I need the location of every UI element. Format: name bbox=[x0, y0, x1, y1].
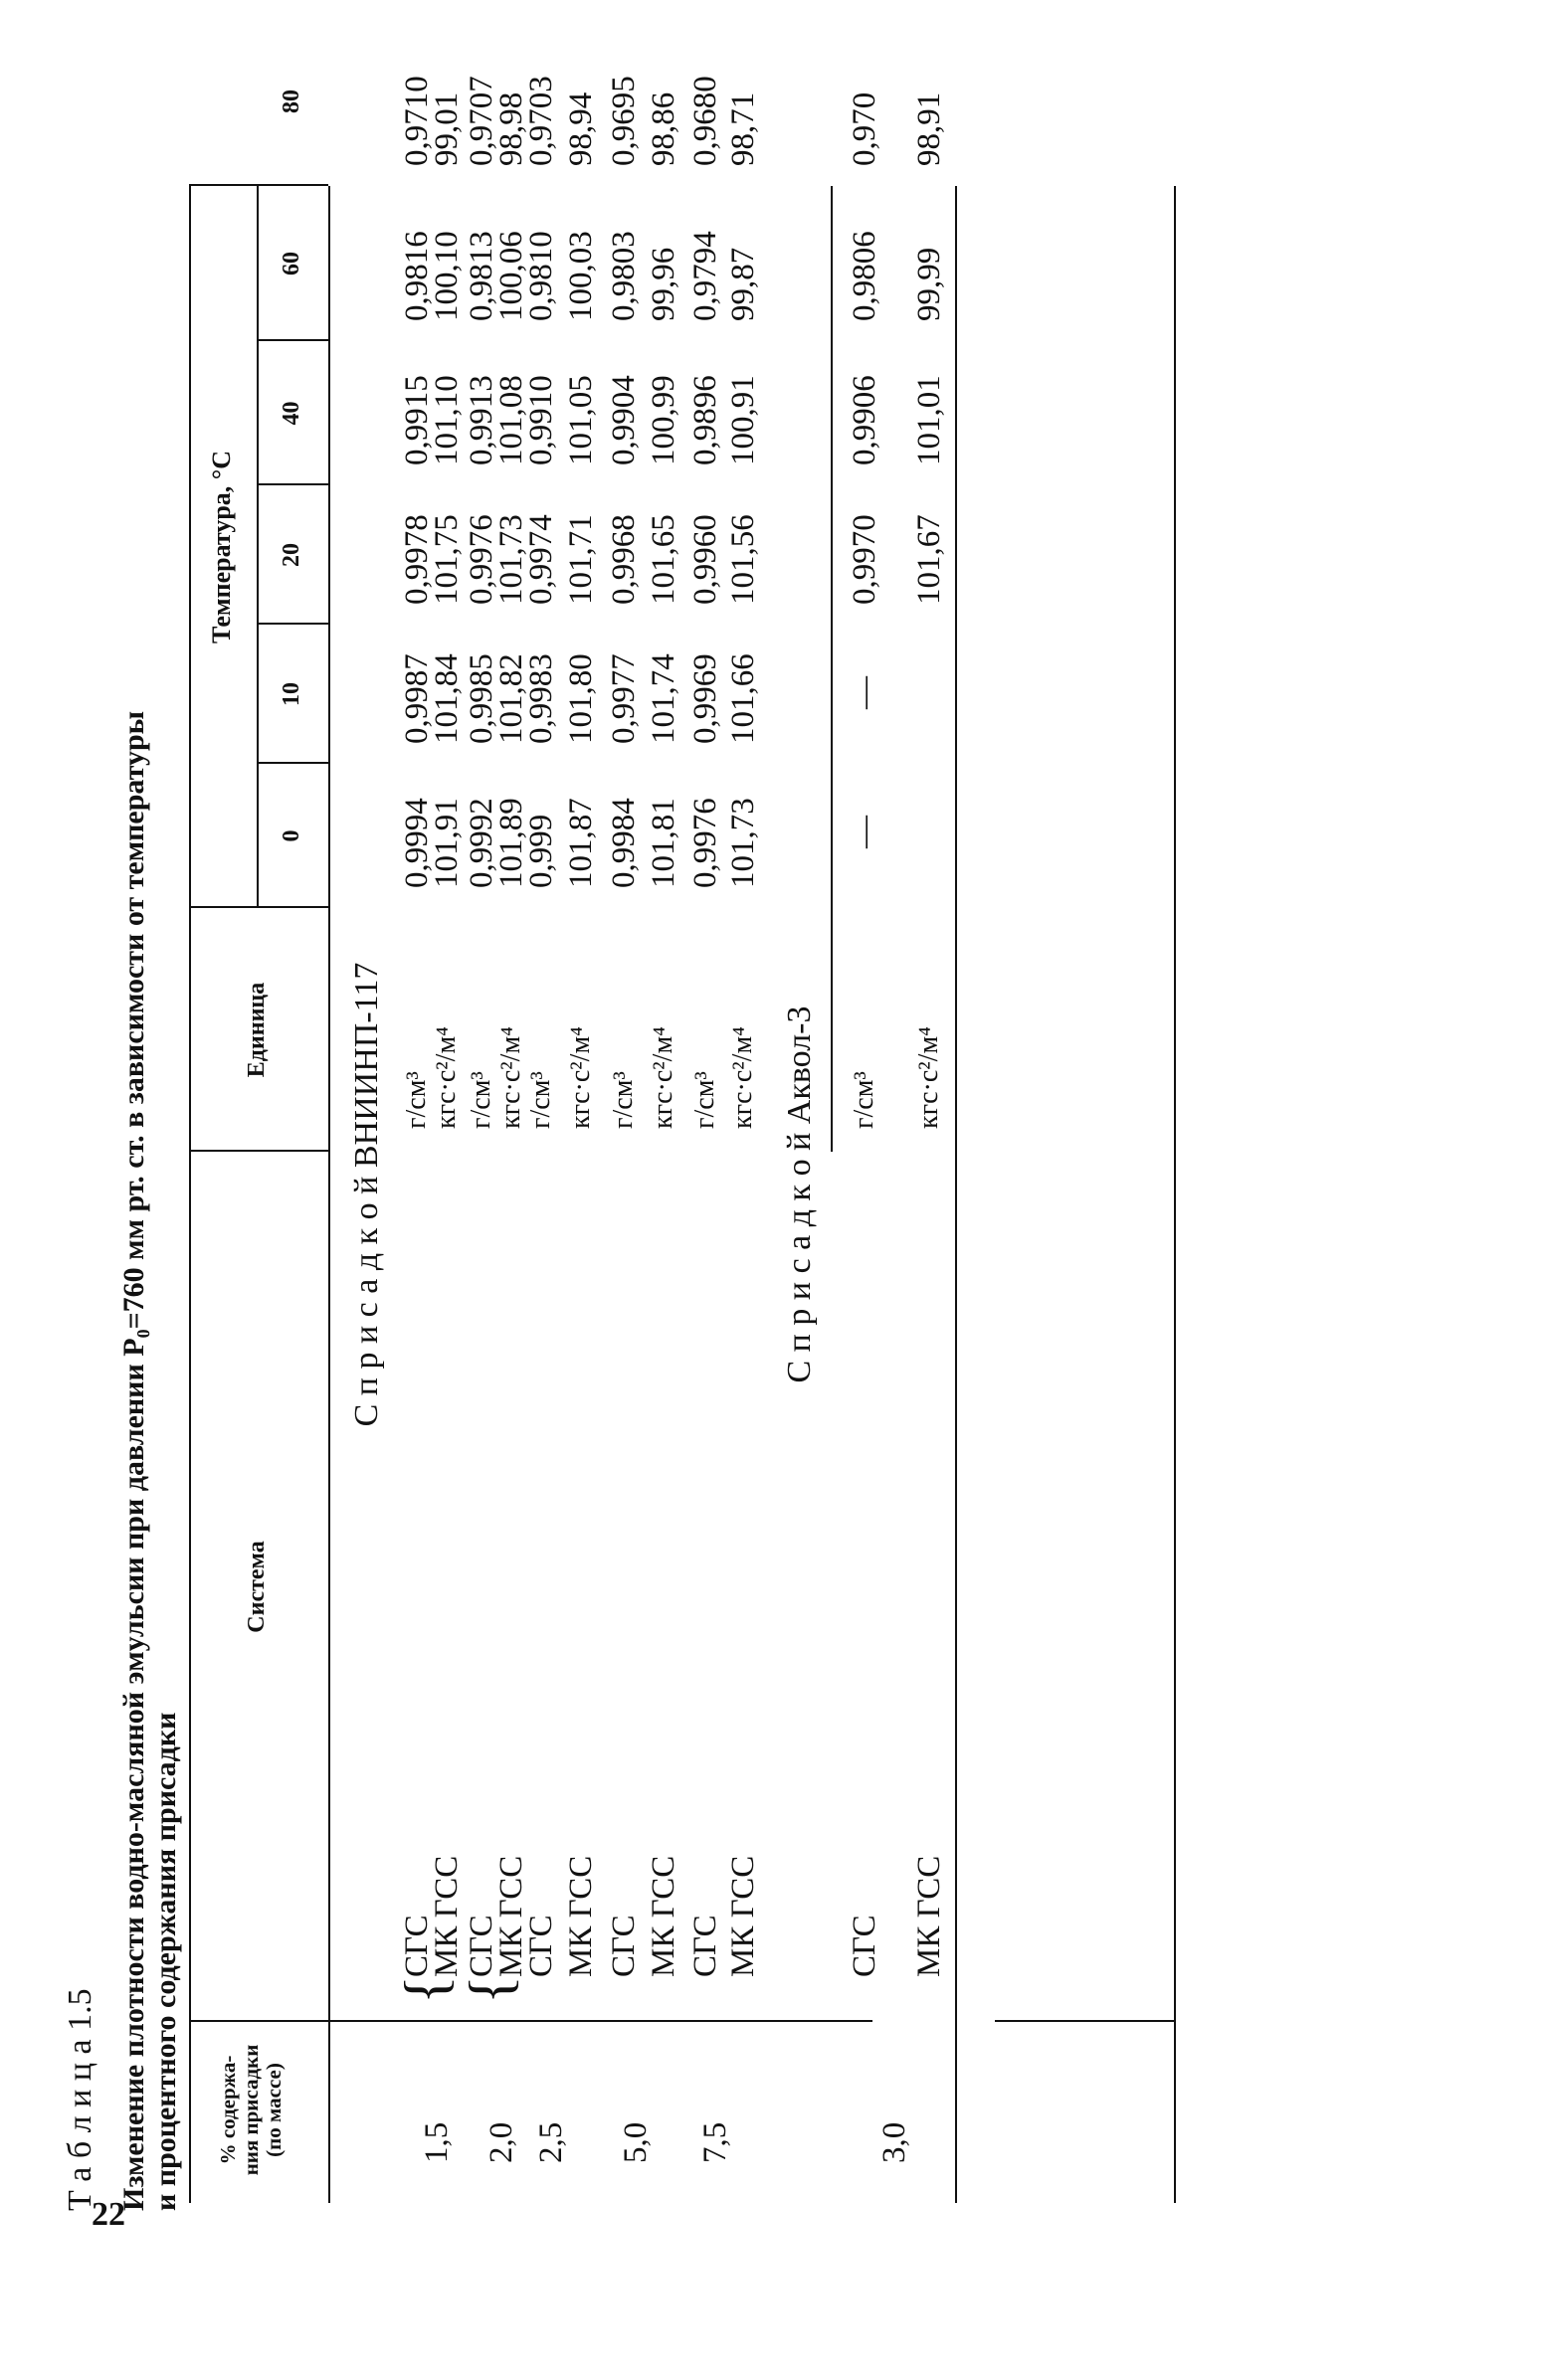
table-cell: 101,84 bbox=[429, 653, 465, 744]
table-cell: 100,03 bbox=[563, 231, 599, 321]
system-sgs: СГС bbox=[847, 1915, 882, 1977]
table-cell: 0,9976 bbox=[687, 798, 723, 888]
table-cell: 101,82 bbox=[493, 653, 529, 744]
table-cell: 99,99 bbox=[911, 247, 947, 321]
system-mkgss: МК ГСС bbox=[429, 1855, 465, 1977]
header-bottom-rule bbox=[328, 186, 330, 2203]
pct-5-0: 5,0 bbox=[618, 2121, 654, 2163]
pct-1-5: 1,5 bbox=[419, 2121, 455, 2163]
system-mkgss: МК ГСС bbox=[725, 1855, 761, 1977]
table-cell: 99,01 bbox=[429, 92, 465, 166]
system-mkgss: МК ГСС bbox=[493, 1855, 529, 1977]
table-cell: 0,9969 bbox=[687, 653, 723, 744]
table-cell: 101,89 bbox=[493, 798, 529, 888]
section2-top-rule bbox=[831, 186, 833, 1152]
header-temp-40: 40 bbox=[279, 401, 304, 426]
table-cell: 101,71 bbox=[563, 514, 599, 605]
table-cell: 0,9703 bbox=[523, 76, 559, 166]
table-cell: 0,9710 bbox=[399, 76, 435, 166]
table-cell: 0,9904 bbox=[606, 375, 642, 465]
header-temp-60: 60 bbox=[279, 252, 304, 275]
table-cell: 0,9984 bbox=[606, 798, 642, 888]
table-cell: 101,73 bbox=[725, 798, 761, 888]
system-sgs: СГС bbox=[687, 1915, 723, 1977]
header-content-line1: % содержа- bbox=[216, 2055, 240, 2165]
table-cell: 0,9992 bbox=[464, 798, 499, 888]
temperature-subheader-rule bbox=[257, 186, 259, 908]
system-sgs: СГС bbox=[464, 1915, 499, 1977]
table-cell: 98,91 bbox=[911, 92, 947, 166]
table-cell: 0,9970 bbox=[847, 514, 882, 605]
table-cell: 100,99 bbox=[646, 375, 681, 465]
table-cell: 0,9896 bbox=[687, 375, 723, 465]
table-cell-dash: — bbox=[847, 816, 882, 848]
table-cell: 101,08 bbox=[493, 375, 529, 465]
table-cell: 0,9994 bbox=[399, 798, 435, 888]
system-mkgss: МК ГСС bbox=[646, 1855, 681, 1977]
table-cell: 0,9976 bbox=[464, 514, 499, 605]
table-cell: 101,80 bbox=[563, 653, 599, 744]
table-cell: 0,970 bbox=[847, 92, 882, 166]
table-cell: 0,9960 bbox=[687, 514, 723, 605]
table-cell: 98,98 bbox=[493, 92, 529, 166]
header-content-line3: (по массе) bbox=[262, 2063, 286, 2157]
section2-title: С п р и с а д к о й Аквол-3 bbox=[781, 1006, 818, 1383]
table-cell: 101,67 bbox=[911, 514, 947, 605]
table-cell: 101,81 bbox=[646, 798, 681, 888]
section1-title: С п р и с а д к о й ВНИИНП-117 bbox=[348, 962, 385, 1427]
table-label: Т а б л и ц а 1.5 bbox=[62, 1988, 98, 2211]
table-cell: 100,91 bbox=[725, 375, 761, 465]
header-temperature: Температура, °С bbox=[207, 451, 236, 643]
header-unit: Единица bbox=[244, 982, 270, 1078]
table-cell: 98,86 bbox=[646, 92, 681, 166]
table-cell: 101,65 bbox=[646, 514, 681, 605]
table-cell: 0,9680 bbox=[687, 76, 723, 166]
system-sgs: СГС bbox=[399, 1915, 435, 1977]
table-top-rule bbox=[189, 186, 191, 2203]
pct-2-0: 2,0 bbox=[483, 2121, 519, 2163]
table-cell: 0,9968 bbox=[606, 514, 642, 605]
table-cell: 100,06 bbox=[493, 231, 529, 321]
table-cell: 101,10 bbox=[429, 375, 465, 465]
table-cell: 101,75 bbox=[429, 514, 465, 605]
system-mkgss: МК ГСС bbox=[911, 1855, 947, 1977]
pct-2-5: 2,5 bbox=[533, 2121, 569, 2163]
table-cell-dash: — bbox=[847, 676, 882, 709]
table-cell: 101,66 bbox=[725, 653, 761, 744]
table-cell: 98,94 bbox=[563, 92, 599, 166]
table-cell: 0,9816 bbox=[399, 231, 435, 321]
table-cell: 0,9915 bbox=[399, 375, 435, 465]
table-cell: 0,9985 bbox=[464, 653, 499, 744]
unit-g-cm3: г/см³ bbox=[608, 1071, 639, 1129]
table-cell: 0,9978 bbox=[399, 514, 435, 605]
table-cell: 101,05 bbox=[563, 375, 599, 465]
table-cell: 101,74 bbox=[646, 653, 681, 744]
unit-g-cm3: г/см³ bbox=[466, 1071, 496, 1129]
header-temp-0: 0 bbox=[279, 829, 304, 842]
table-cell: 0,999 bbox=[523, 814, 559, 888]
table-cell: 0,9810 bbox=[523, 231, 559, 321]
table-cell: 101,73 bbox=[493, 514, 529, 605]
unit-g-cm3: г/см³ bbox=[401, 1071, 432, 1129]
unit-kgs: кгс·с²/м⁴ bbox=[648, 1026, 678, 1129]
brace-1-5: { bbox=[393, 1975, 459, 2004]
header-system: Система bbox=[244, 1541, 270, 1633]
table-cell: 98,71 bbox=[725, 92, 761, 166]
table-cell: 0,9913 bbox=[464, 375, 499, 465]
unit-g-cm3: г/см³ bbox=[849, 1071, 879, 1129]
header-temp-20: 20 bbox=[279, 543, 304, 567]
header-temp-10: 10 bbox=[279, 682, 304, 706]
unit-g-cm3: г/см³ bbox=[525, 1071, 556, 1129]
table-cell: 0,9707 bbox=[464, 76, 499, 166]
table-bottom-rule bbox=[1174, 186, 1176, 2203]
table-caption-line1: Изменение плотности водно-масляной эмульсии при давлении P₀=760 мм рт. ст. в зависимости от температуры bbox=[117, 710, 150, 2211]
unit-kgs: кгс·с²/м⁴ bbox=[913, 1026, 944, 1129]
table-end-rule bbox=[955, 186, 957, 2203]
table-cell: 99,96 bbox=[646, 247, 681, 321]
pct-7-5: 7,5 bbox=[697, 2121, 733, 2163]
table-cell: 101,91 bbox=[429, 798, 465, 888]
table-cell: 0,9906 bbox=[847, 375, 882, 465]
table-cell: 101,01 bbox=[911, 375, 947, 465]
unit-kgs: кгс·с²/м⁴ bbox=[727, 1026, 758, 1129]
table-cell: 101,87 bbox=[563, 798, 599, 888]
table-cell: 0,9794 bbox=[687, 231, 723, 321]
table-cell: 0,9695 bbox=[606, 76, 642, 166]
table-cell: 0,9813 bbox=[464, 231, 499, 321]
table-cell: 0,9974 bbox=[523, 514, 559, 605]
table-cell: 0,9806 bbox=[847, 231, 882, 321]
header-content-pct bbox=[189, 2022, 328, 2198]
pct-3-0: 3,0 bbox=[876, 2121, 912, 2163]
table-cell: 0,9987 bbox=[399, 653, 435, 744]
system-sgs: СГС bbox=[606, 1915, 642, 1977]
body-divider-pct-2 bbox=[995, 2020, 1174, 2022]
unit-g-cm3: г/см³ bbox=[689, 1071, 720, 1129]
header-temp-80: 80 bbox=[279, 90, 304, 113]
brace-2-0: { bbox=[458, 1975, 523, 2004]
table-cell: 0,9983 bbox=[523, 653, 559, 744]
page-number: 22 bbox=[92, 2196, 125, 2233]
system-mkgss: МК ГСС bbox=[563, 1855, 599, 1977]
table-cell: 0,9977 bbox=[606, 653, 642, 744]
table-cell: 0,9803 bbox=[606, 231, 642, 321]
table-cell: 99,87 bbox=[725, 247, 761, 321]
table-caption-line2: и процентного содержания присадки bbox=[149, 1712, 182, 2211]
unit-kgs: кгс·с²/м⁴ bbox=[565, 1026, 596, 1129]
unit-kgs: кгс·с²/м⁴ bbox=[431, 1026, 462, 1129]
unit-kgs: кгс·с²/м⁴ bbox=[495, 1026, 526, 1129]
system-sgs: СГС bbox=[523, 1915, 559, 1977]
header-content-line2: ния присадки bbox=[239, 2044, 263, 2176]
table-cell: 0,9910 bbox=[523, 375, 559, 465]
table-cell: 101,56 bbox=[725, 514, 761, 605]
table-cell: 100,10 bbox=[429, 231, 465, 321]
